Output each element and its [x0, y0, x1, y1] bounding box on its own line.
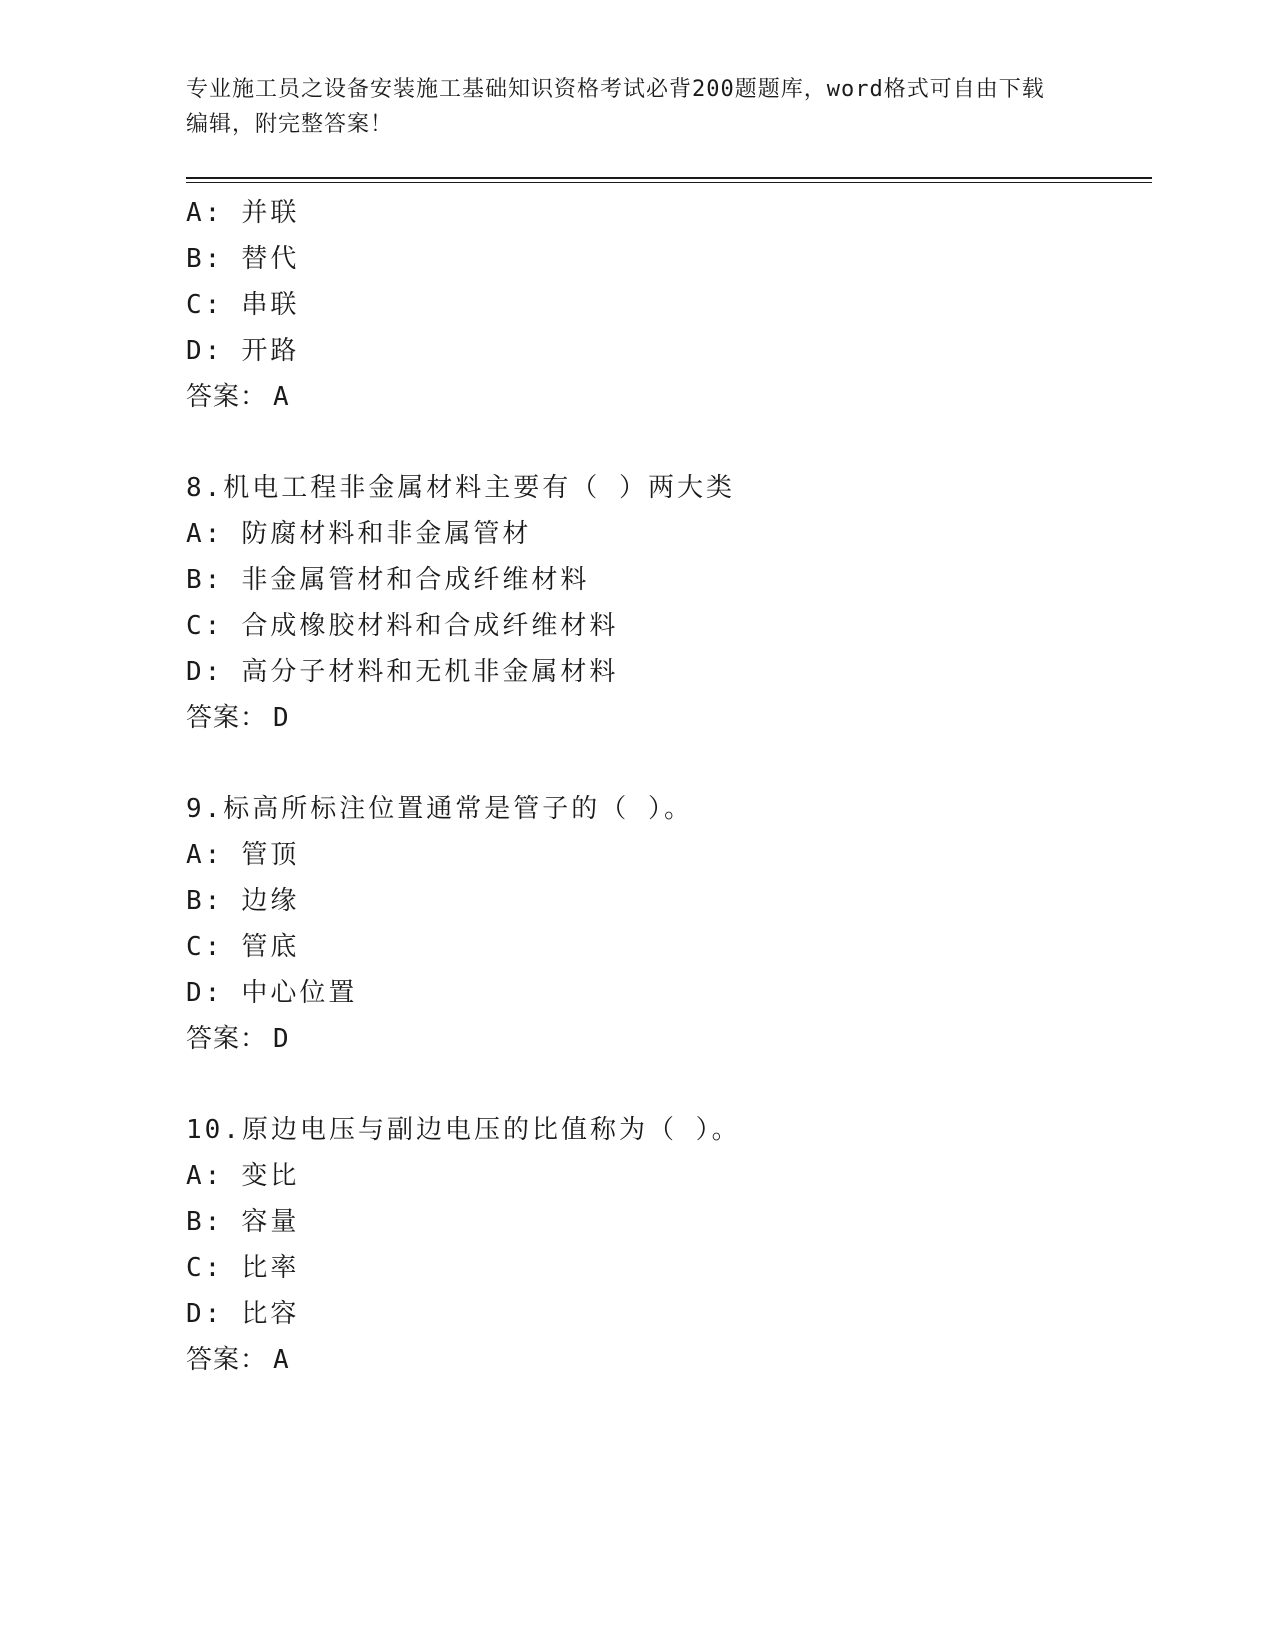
option-b [186, 878, 1152, 924]
option-letter: A: [186, 519, 224, 549]
option-c [186, 924, 1152, 970]
answer-line [186, 1016, 1152, 1062]
option-c [186, 1245, 1152, 1291]
option-text: 防腐材料和非金属管材 [241, 519, 532, 549]
option-letter: C: [186, 290, 224, 320]
option-text: 开路 [241, 336, 300, 366]
question-stem: 9.标高所标注位置通常是管子的（ ）。 [186, 794, 693, 824]
option-b [186, 1199, 1152, 1245]
option-letter: D: [186, 657, 224, 687]
option-text: 变比 [241, 1161, 300, 1191]
document-header-title: 专业施工员之设备安装施工基础知识资格考试必背200题题库，word格式可自由下载编辑，附完整答案！ [186, 77, 1045, 137]
option-a [186, 1153, 1152, 1199]
answer-value: A [273, 1345, 292, 1375]
option-d [186, 970, 1152, 1016]
option-letter: B: [186, 565, 224, 595]
option-d [186, 328, 1152, 374]
option-letter: B: [186, 1207, 224, 1237]
option-a [186, 511, 1152, 557]
answer-label: 答案： [186, 1345, 268, 1375]
option-text: 高分子材料和无机非金属材料 [241, 657, 619, 687]
option-letter: D: [186, 978, 224, 1008]
option-letter: D: [186, 1299, 224, 1329]
option-text: 容量 [241, 1207, 300, 1237]
option-b [186, 557, 1152, 603]
option-letter: C: [186, 1253, 224, 1283]
answer-label: 答案： [186, 1024, 268, 1054]
option-a [186, 190, 1152, 236]
answer-line [186, 1337, 1152, 1383]
answer-value: A [273, 382, 292, 412]
answer-label: 答案： [186, 382, 268, 412]
option-text: 比容 [241, 1299, 300, 1329]
option-text: 比率 [241, 1253, 300, 1283]
question-stem: 8.机电工程非金属材料主要有（ ）两大类 [186, 473, 735, 503]
header-divider-thick [186, 177, 1152, 179]
option-d [186, 1291, 1152, 1337]
option-a [186, 832, 1152, 878]
option-letter: C: [186, 611, 224, 641]
option-letter: B: [186, 244, 224, 274]
option-letter: A: [186, 840, 224, 870]
answer-value: D [273, 1024, 292, 1054]
answer-label: 答案： [186, 703, 268, 733]
answer-value: D [273, 703, 292, 733]
option-text: 管底 [241, 932, 300, 962]
option-letter: B: [186, 886, 224, 916]
question-7-continued [186, 190, 1152, 420]
header-divider-thin [186, 182, 1152, 183]
option-text: 管顶 [241, 840, 300, 870]
option-text: 边缘 [241, 886, 300, 916]
option-text: 并联 [241, 198, 300, 228]
question-10 [186, 1107, 1152, 1383]
option-text: 合成橡胶材料和合成纤维材料 [241, 611, 619, 641]
option-c [186, 603, 1152, 649]
option-text: 非金属管材和合成纤维材料 [241, 565, 590, 595]
option-letter: A: [186, 1161, 224, 1191]
option-c [186, 282, 1152, 328]
question-9 [186, 786, 1152, 1062]
answer-line [186, 695, 1152, 741]
option-d [186, 649, 1152, 695]
question-8 [186, 465, 1152, 741]
option-text: 串联 [241, 290, 300, 320]
option-b [186, 236, 1152, 282]
option-text: 中心位置 [241, 978, 358, 1008]
question-stem: 10.原边电压与副边电压的比值称为（ ）。 [186, 1115, 741, 1145]
option-letter: D: [186, 336, 224, 366]
option-letter: C: [186, 932, 224, 962]
question-list [186, 190, 1152, 1428]
answer-line [186, 374, 1152, 420]
option-letter: A: [186, 198, 224, 228]
option-text: 替代 [241, 244, 300, 274]
